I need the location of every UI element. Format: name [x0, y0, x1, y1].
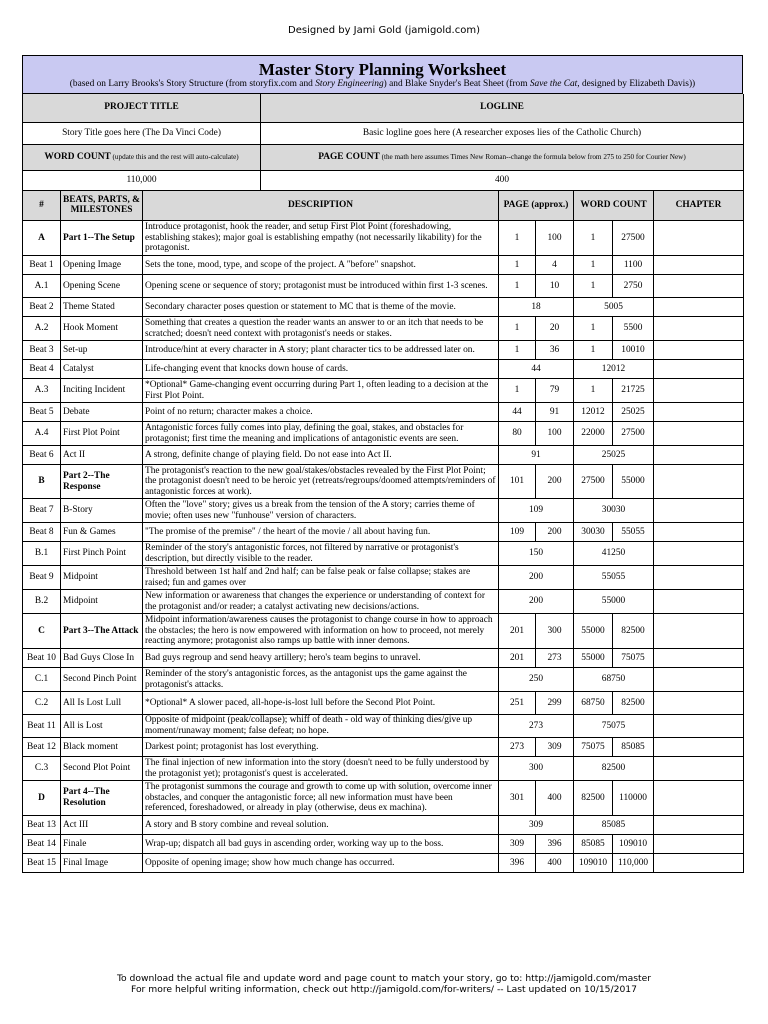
row-id: Beat 7: [23, 499, 61, 523]
column-header-row: [23, 191, 744, 221]
row-page-end: 10: [536, 275, 574, 298]
row-word-end: 82500: [613, 692, 654, 715]
row-word-start: 1: [574, 317, 613, 341]
page-count-label: PAGE COUNT: [318, 151, 380, 162]
row-chapter-cell[interactable]: [654, 542, 744, 566]
worksheet-title: Master Story Planning Worksheet: [258, 60, 507, 79]
table-row: [23, 465, 744, 499]
row-beat-name: Catalyst: [61, 360, 143, 379]
beats-table: [22, 191, 744, 874]
row-word-start: 68750: [574, 692, 613, 715]
row-word-start: 55000: [574, 649, 613, 668]
row-id: D: [23, 781, 61, 816]
row-chapter-cell[interactable]: [654, 523, 744, 542]
table-row: [23, 738, 744, 757]
row-beat-name: Part 2--The Response: [61, 465, 143, 499]
row-chapter-cell[interactable]: [654, 275, 744, 298]
table-row: [23, 649, 744, 668]
word-count-label: WORD COUNT: [44, 151, 111, 162]
row-id: Beat 8: [23, 523, 61, 542]
row-id: Beat 4: [23, 360, 61, 379]
row-id: A: [23, 221, 61, 256]
row-beat-name: Second Plot Point: [61, 757, 143, 781]
row-word-end: 110,000: [613, 854, 654, 873]
row-description: Threshold between 1st half and 2nd half; can be false peak or false collapse; stakes are raised; fun and games over: [143, 566, 499, 590]
row-page-end: 309: [536, 738, 574, 757]
row-id: A.1: [23, 275, 61, 298]
row-description: The protagonist summons the courage and growth to come up with solution, overcome inner obstacles, and conquer the antagonistic force; all new information must have been referenced, foreshadowed, or already in play (otherwise, deus ex machina).: [143, 781, 499, 816]
table-row: [23, 835, 744, 854]
row-word-end: 27500: [613, 221, 654, 256]
row-page: 309: [499, 816, 574, 835]
row-word-count: 55055: [574, 566, 654, 590]
row-chapter-cell[interactable]: [654, 614, 744, 649]
row-word-start: 1: [574, 221, 613, 256]
row-description: Bad guys regroup and send heavy artillery; hero's team begins to unravel.: [143, 649, 499, 668]
worksheet-subtitle: [23, 79, 742, 90]
row-beat-name: First Plot Point: [61, 422, 143, 446]
row-description: Something that creates a question the reader wants an answer to or an itch that needs to be scratched; doesn't need context with protagonist's needs or stakes.: [143, 317, 499, 341]
table-row: [23, 715, 744, 738]
row-description: Often the "love" story; gives us a break from the tension of the A story; carries theme of movie; often uses new "funhouse" version of characters.: [143, 499, 499, 523]
subtitle-part: , designed by Elizabeth Davis)): [577, 79, 696, 89]
row-description: Wrap-up; dispatch all bad guys in ascending order, working way up to the boss.: [143, 835, 499, 854]
row-beat-name: Set-up: [61, 341, 143, 360]
table-row: [23, 614, 744, 649]
row-description: Reminder of the story's antagonistic forces, as the antagonist ups the game against the protagonist's attacks.: [143, 668, 499, 692]
row-word-end: 25025: [613, 403, 654, 422]
row-page-end: 20: [536, 317, 574, 341]
row-word-start: 22000: [574, 422, 613, 446]
row-id: A.2: [23, 317, 61, 341]
row-page: 273: [499, 715, 574, 738]
table-row: [23, 523, 744, 542]
row-page-start: 251: [499, 692, 536, 715]
row-word-start: 109010: [574, 854, 613, 873]
row-chapter-cell[interactable]: [654, 422, 744, 446]
row-page-end: 273: [536, 649, 574, 668]
row-page-start: 109: [499, 523, 536, 542]
row-word-count: 75075: [574, 715, 654, 738]
row-word-start: 1: [574, 256, 613, 275]
row-beat-name: Inciting Incident: [61, 379, 143, 403]
row-beat-name: First Pinch Point: [61, 542, 143, 566]
word-count-field[interactable]: 110,000: [23, 170, 261, 190]
row-word-end: 2750: [613, 275, 654, 298]
row-chapter-cell[interactable]: [654, 317, 744, 341]
row-description: *Optional* Game-changing event occurring during Part 1, often leading to a decision at the First Plot Point.: [143, 379, 499, 403]
table-row: [23, 692, 744, 715]
subtitle-book-title: Save the Cat: [529, 79, 578, 89]
row-beat-name: Opening Image: [61, 256, 143, 275]
row-word-end: 85085: [613, 738, 654, 757]
row-word-end: 109010: [613, 835, 654, 854]
row-page: 200: [499, 590, 574, 614]
table-row: [23, 422, 744, 446]
row-description: A story and B story combine and reveal solution.: [143, 816, 499, 835]
row-description: The protagonist's reaction to the new goal/stakes/obstacles revealed by the First Plot Point; the protagonist doesn't need to be heroic yet (retreats/regroups/doomed attempts/reminders of antagonistic forces at work).: [143, 465, 499, 499]
row-beat-name: B-Story: [61, 499, 143, 523]
table-row: [23, 275, 744, 298]
row-chapter-cell[interactable]: [654, 221, 744, 256]
table-row: [23, 298, 744, 317]
beats-table-body: [23, 221, 744, 873]
row-page-start: 273: [499, 738, 536, 757]
row-page: 300: [499, 757, 574, 781]
row-beat-name: Finale: [61, 835, 143, 854]
row-id: Beat 6: [23, 446, 61, 465]
row-page: 18: [499, 298, 574, 317]
row-id: Beat 15: [23, 854, 61, 873]
row-beat-name: Bad Guys Close In: [61, 649, 143, 668]
row-description: *Optional* A slower paced, all-hope-is-lost lull before the Second Plot Point.: [143, 692, 499, 715]
row-id: Beat 12: [23, 738, 61, 757]
row-chapter-cell[interactable]: [654, 668, 744, 692]
row-beat-name: Debate: [61, 403, 143, 422]
row-word-count: 85085: [574, 816, 654, 835]
row-chapter-cell[interactable]: [654, 403, 744, 422]
row-word-end: 55000: [613, 465, 654, 499]
row-page-start: 201: [499, 614, 536, 649]
row-page-start: 396: [499, 854, 536, 873]
row-description: Reminder of the story's antagonistic forces, not filtered by narrative or protagonist's description, but directly visible to the reader.: [143, 542, 499, 566]
row-word-count: 41250: [574, 542, 654, 566]
row-description: Antagonistic forces fully comes into play, defining the goal, stakes, and obstacles for protagonist; first time the meaning and implications of antagonistic events are seen.: [143, 422, 499, 446]
row-chapter-cell[interactable]: [654, 590, 744, 614]
row-chapter-cell[interactable]: [654, 757, 744, 781]
row-page-end: 200: [536, 465, 574, 499]
table-row: [23, 757, 744, 781]
row-description: Darkest point; protagonist has lost everything.: [143, 738, 499, 757]
table-row: [23, 854, 744, 873]
row-id: Beat 9: [23, 566, 61, 590]
col-word-count: WORD COUNT: [574, 191, 654, 221]
table-row: [23, 499, 744, 523]
row-id: C.3: [23, 757, 61, 781]
table-row: [23, 317, 744, 341]
subtitle-part: (based on Larry Brooks's Story Structure (from storyfix.com and: [69, 79, 316, 89]
row-word-end: 5500: [613, 317, 654, 341]
row-chapter-cell[interactable]: [654, 360, 744, 379]
row-word-count: 25025: [574, 446, 654, 465]
row-chapter-cell[interactable]: [654, 566, 744, 590]
row-description: Introduce/hint at every character in A story; plant character tics to be addressed later on.: [143, 341, 499, 360]
row-word-count: 68750: [574, 668, 654, 692]
row-page-end: 79: [536, 379, 574, 403]
row-chapter-cell[interactable]: [654, 256, 744, 275]
row-description: Life-changing event that knocks down house of cards.: [143, 360, 499, 379]
row-page-end: 100: [536, 422, 574, 446]
row-id: Beat 1: [23, 256, 61, 275]
row-chapter-cell[interactable]: [654, 854, 744, 873]
row-word-count: 82500: [574, 757, 654, 781]
word-count-note: (update this and the rest will auto-calculate): [110, 152, 239, 161]
row-page: 109: [499, 499, 574, 523]
row-page: 250: [499, 668, 574, 692]
row-description: Point of no return; character makes a choice.: [143, 403, 499, 422]
row-word-count: 30030: [574, 499, 654, 523]
row-word-start: 30030: [574, 523, 613, 542]
row-description: Opposite of midpoint (peak/collapse); whiff of death - old way of thinking dies/give up moment/runaway moment; false defeat; no hope.: [143, 715, 499, 738]
row-page-start: 1: [499, 341, 536, 360]
project-info-table: [22, 94, 744, 191]
row-beat-name: Act II: [61, 446, 143, 465]
row-word-start: 27500: [574, 465, 613, 499]
row-word-start: 1: [574, 275, 613, 298]
row-page-end: 300: [536, 614, 574, 649]
col-number: #: [23, 191, 61, 221]
logline-header: LOGLINE: [261, 94, 744, 122]
row-id: Beat 3: [23, 341, 61, 360]
row-beat-name: Midpoint: [61, 566, 143, 590]
row-description: A strong, definite change of playing field. Do not ease into Act II.: [143, 446, 499, 465]
subtitle-part: ) and Blake Snyder's Beat Sheet (from: [383, 79, 530, 89]
row-chapter-cell[interactable]: [654, 781, 744, 816]
row-page-end: 299: [536, 692, 574, 715]
table-row: [23, 542, 744, 566]
row-page-end: 4: [536, 256, 574, 275]
row-page-end: 396: [536, 835, 574, 854]
row-word-end: 21725: [613, 379, 654, 403]
row-id: Beat 10: [23, 649, 61, 668]
row-word-end: 75075: [613, 649, 654, 668]
row-description: Sets the tone, mood, type, and scope of the project. A "before" snapshot.: [143, 256, 499, 275]
row-word-start: 1: [574, 341, 613, 360]
footer-download-line: To download the actual file and update word and page count to match your story, go to: http://jamigold.com/master: [116, 973, 652, 984]
row-page-start: 80: [499, 422, 536, 446]
row-word-start: 55000: [574, 614, 613, 649]
story-title-field[interactable]: Story Title goes here (The Da Vinci Code): [23, 122, 261, 144]
row-description: Midpoint information/awareness causes the protagonist to change course in how to approach the obstacles; the hero is now empowered with information on how to proceed, not merely reacting anymore; protagonist also ramps up battle with inner demons.: [143, 614, 499, 649]
row-page-start: 301: [499, 781, 536, 816]
row-page-start: 44: [499, 403, 536, 422]
row-chapter-cell[interactable]: [654, 692, 744, 715]
table-row: [23, 341, 744, 360]
row-word-end: 110000: [613, 781, 654, 816]
row-page-start: 309: [499, 835, 536, 854]
page-count-field[interactable]: 400: [261, 170, 744, 190]
footer: [0, 973, 768, 995]
table-row: [23, 446, 744, 465]
row-description: Opening scene or sequence of story; protagonist must be introduced within first 1-3 scenes.: [143, 275, 499, 298]
row-description: The final injection of new information into the story (doesn't need to be fully understood by the protagonist yet); protagonist's quest is accelerated.: [143, 757, 499, 781]
row-id: Beat 5: [23, 403, 61, 422]
row-chapter-cell[interactable]: [654, 379, 744, 403]
row-word-end: 10010: [613, 341, 654, 360]
row-page-end: 200: [536, 523, 574, 542]
row-chapter-cell[interactable]: [654, 816, 744, 835]
title-banner: [22, 55, 743, 94]
row-word-end: 1100: [613, 256, 654, 275]
col-description: DESCRIPTION: [143, 191, 499, 221]
row-id: B: [23, 465, 61, 499]
row-beat-name: Final Image: [61, 854, 143, 873]
row-word-end: 55055: [613, 523, 654, 542]
row-beat-name: Part 3--The Attack: [61, 614, 143, 649]
col-beats: BEATS, PARTS, & MILESTONES: [61, 191, 143, 221]
row-chapter-cell[interactable]: [654, 715, 744, 738]
table-row: [23, 360, 744, 379]
row-description: "The promise of the premise" / the heart of the movie / all about having fun.: [143, 523, 499, 542]
row-page-start: 1: [499, 275, 536, 298]
row-beat-name: All is Lost: [61, 715, 143, 738]
footer-info-line: For more helpful writing information, check out http://jamigold.com/for-writers/ -- Last updated on 10/15/2017: [130, 984, 637, 995]
row-word-count: 12012: [574, 360, 654, 379]
subtitle-book-title: Story Engineering: [315, 79, 384, 89]
row-word-start: 12012: [574, 403, 613, 422]
row-beat-name: Second Pinch Point: [61, 668, 143, 692]
row-description: New information or awareness that changes the experience or understanding of context for the protagonist and/or reader; a catalyst activating new decisions/actions.: [143, 590, 499, 614]
row-chapter-cell[interactable]: [654, 835, 744, 854]
row-chapter-cell[interactable]: [654, 465, 744, 499]
row-page: 150: [499, 542, 574, 566]
row-word-end: 27500: [613, 422, 654, 446]
row-page-start: 1: [499, 221, 536, 256]
row-description: Opposite of opening image; show how much change has occurred.: [143, 854, 499, 873]
row-page-end: 91: [536, 403, 574, 422]
row-id: Beat 11: [23, 715, 61, 738]
row-beat-name: Hook Moment: [61, 317, 143, 341]
row-word-start: 85085: [574, 835, 613, 854]
row-beat-name: Act III: [61, 816, 143, 835]
page-count-header: [261, 144, 744, 170]
row-beat-name: All Is Lost Lull: [61, 692, 143, 715]
row-chapter-cell[interactable]: [654, 341, 744, 360]
row-page: 91: [499, 446, 574, 465]
row-id: C.1: [23, 668, 61, 692]
table-row: [23, 781, 744, 816]
row-page-end: 400: [536, 781, 574, 816]
row-beat-name: Black moment: [61, 738, 143, 757]
row-beat-name: Fun & Games: [61, 523, 143, 542]
row-page-end: 400: [536, 854, 574, 873]
worksheet: [22, 55, 743, 873]
row-id: B.2: [23, 590, 61, 614]
row-id: A.4: [23, 422, 61, 446]
row-id: C.2: [23, 692, 61, 715]
row-word-count: 55000: [574, 590, 654, 614]
row-id: Beat 13: [23, 816, 61, 835]
row-id: A.3: [23, 379, 61, 403]
row-id: Beat 2: [23, 298, 61, 317]
row-page-end: 36: [536, 341, 574, 360]
word-count-header: [23, 144, 261, 170]
row-page-start: 1: [499, 379, 536, 403]
row-chapter-cell[interactable]: [654, 649, 744, 668]
table-row: [23, 590, 744, 614]
row-chapter-cell[interactable]: [654, 298, 744, 317]
project-title-header: PROJECT TITLE: [23, 94, 261, 122]
row-chapter-cell[interactable]: [654, 446, 744, 465]
page-count-note: (the math here assumes Times New Roman--change the formula below from 275 to 250 for Courier New): [379, 152, 686, 161]
table-row: [23, 668, 744, 692]
row-chapter-cell[interactable]: [654, 738, 744, 757]
row-word-start: 75075: [574, 738, 613, 757]
row-beat-name: Opening Scene: [61, 275, 143, 298]
table-row: [23, 403, 744, 422]
row-beat-name: Part 4--The Resolution: [61, 781, 143, 816]
col-page: PAGE (approx.): [499, 191, 574, 221]
logline-field[interactable]: Basic logline goes here (A researcher exposes lies of the Catholic Church): [261, 122, 744, 144]
row-beat-name: Midpoint: [61, 590, 143, 614]
table-row: [23, 566, 744, 590]
row-page-start: 1: [499, 256, 536, 275]
table-row: [23, 379, 744, 403]
row-word-start: 82500: [574, 781, 613, 816]
row-description: Secondary character poses question or statement to MC that is theme of the movie.: [143, 298, 499, 317]
row-page: 44: [499, 360, 574, 379]
row-beat-name: Theme Stated: [61, 298, 143, 317]
row-beat-name: Part 1--The Setup: [61, 221, 143, 256]
row-word-start: 1: [574, 379, 613, 403]
designer-credit: Designed by Jami Gold (jamigold.com): [288, 25, 480, 36]
row-chapter-cell[interactable]: [654, 499, 744, 523]
row-page-end: 100: [536, 221, 574, 256]
row-id: C: [23, 614, 61, 649]
row-word-count: 5005: [574, 298, 654, 317]
row-page-start: 101: [499, 465, 536, 499]
row-description: Introduce protagonist, hook the reader, and setup First Plot Point (foreshadowing, establishing stakes); major goal is establishing empathy (not necessarily likability) for the protagonist.: [143, 221, 499, 256]
table-row: [23, 256, 744, 275]
row-id: B.1: [23, 542, 61, 566]
row-word-end: 82500: [613, 614, 654, 649]
col-chapter: CHAPTER: [654, 191, 744, 221]
table-row: [23, 221, 744, 256]
table-row: [23, 816, 744, 835]
row-page-start: 1: [499, 317, 536, 341]
row-page: 200: [499, 566, 574, 590]
row-id: Beat 14: [23, 835, 61, 854]
row-page-start: 201: [499, 649, 536, 668]
